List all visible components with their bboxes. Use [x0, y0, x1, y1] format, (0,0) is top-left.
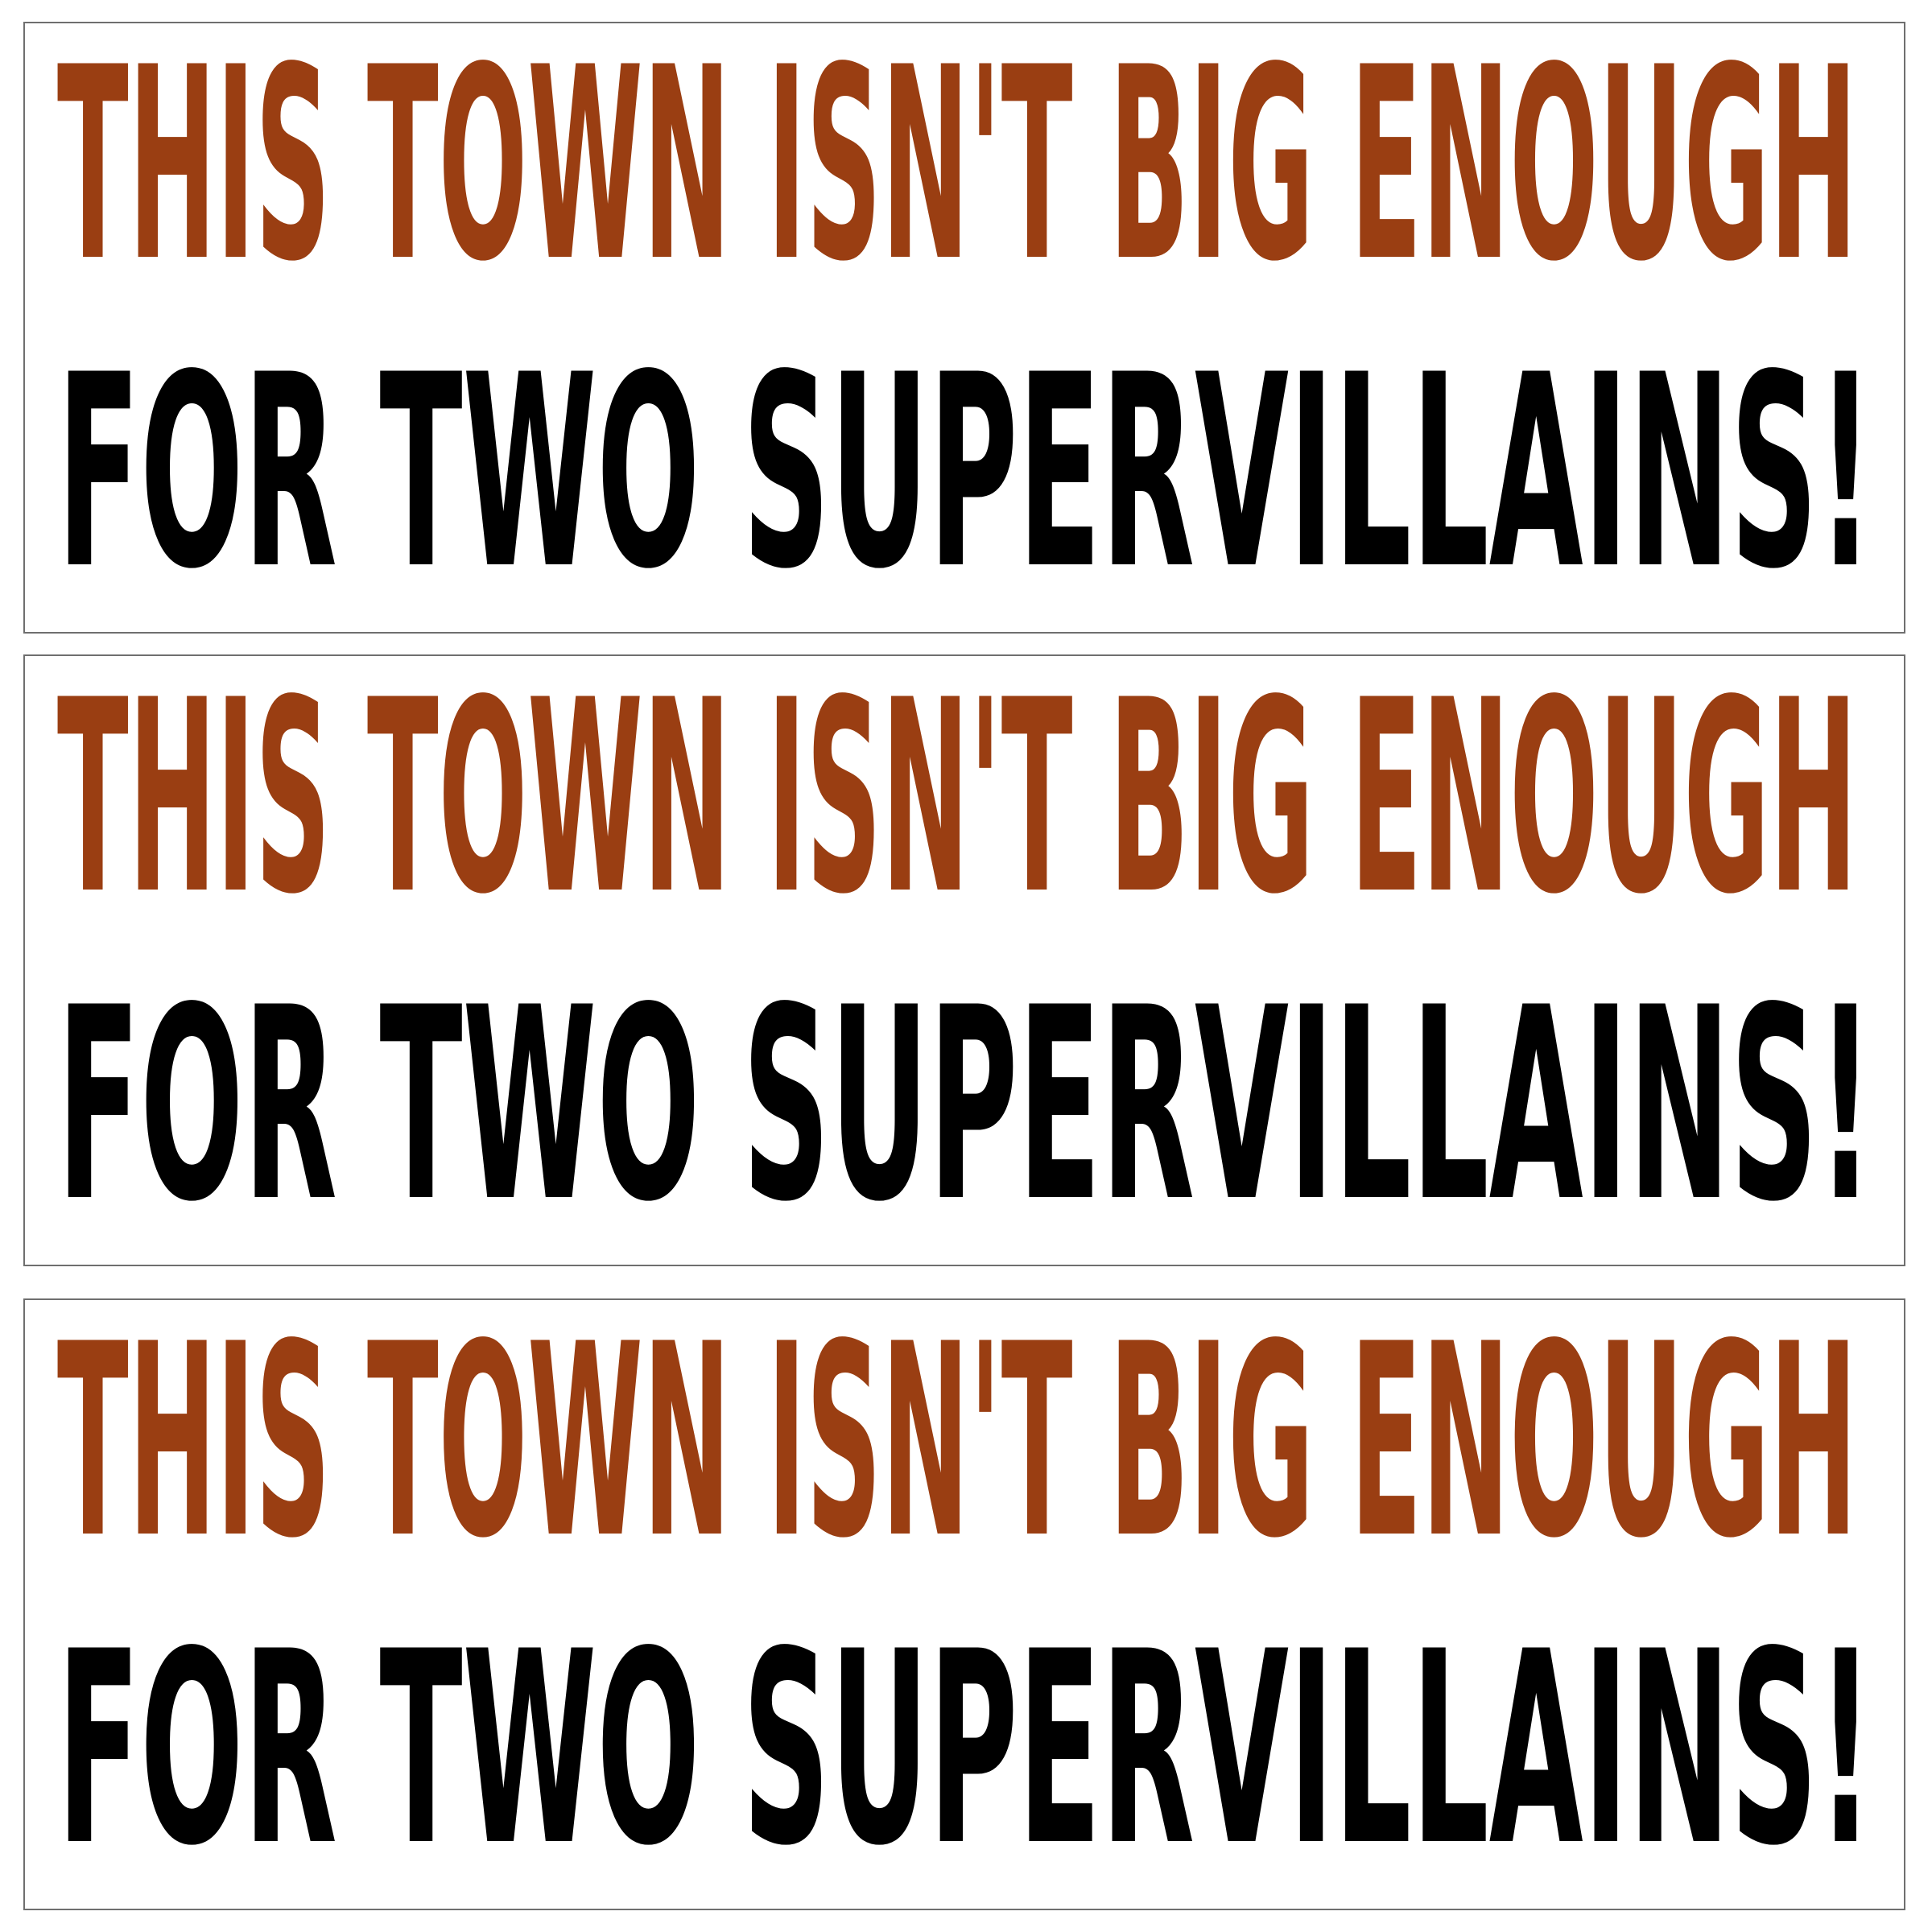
subline-text: FOR TWO SUPERVILLAINS! — [56, 1622, 1874, 1888]
sticker-subline — [25, 978, 1904, 1244]
subline-svg — [25, 1622, 1904, 1888]
headline-text: THIS TOWN ISN'T BIG ENOUGH — [56, 671, 1858, 936]
headline-svg — [25, 671, 1904, 936]
headline-text: THIS TOWN ISN'T BIG ENOUGH — [56, 38, 1858, 303]
subline-svg — [25, 978, 1904, 1244]
bumper-sticker-3 — [23, 1298, 1905, 1910]
headline-text: THIS TOWN ISN'T BIG ENOUGH — [56, 1315, 1858, 1580]
sticker-subline — [25, 1622, 1904, 1888]
subline-svg — [25, 345, 1904, 611]
sticker-headline — [25, 1315, 1904, 1580]
bumper-sticker-1 — [23, 22, 1905, 634]
sticker-headline — [25, 671, 1904, 936]
bumper-sticker-2 — [23, 654, 1905, 1266]
headline-svg — [25, 38, 1904, 303]
sticker-subline — [25, 345, 1904, 611]
subline-text: FOR TWO SUPERVILLAINS! — [56, 978, 1874, 1244]
sticker-headline — [25, 38, 1904, 303]
headline-svg — [25, 1315, 1904, 1580]
subline-text: FOR TWO SUPERVILLAINS! — [56, 345, 1874, 611]
